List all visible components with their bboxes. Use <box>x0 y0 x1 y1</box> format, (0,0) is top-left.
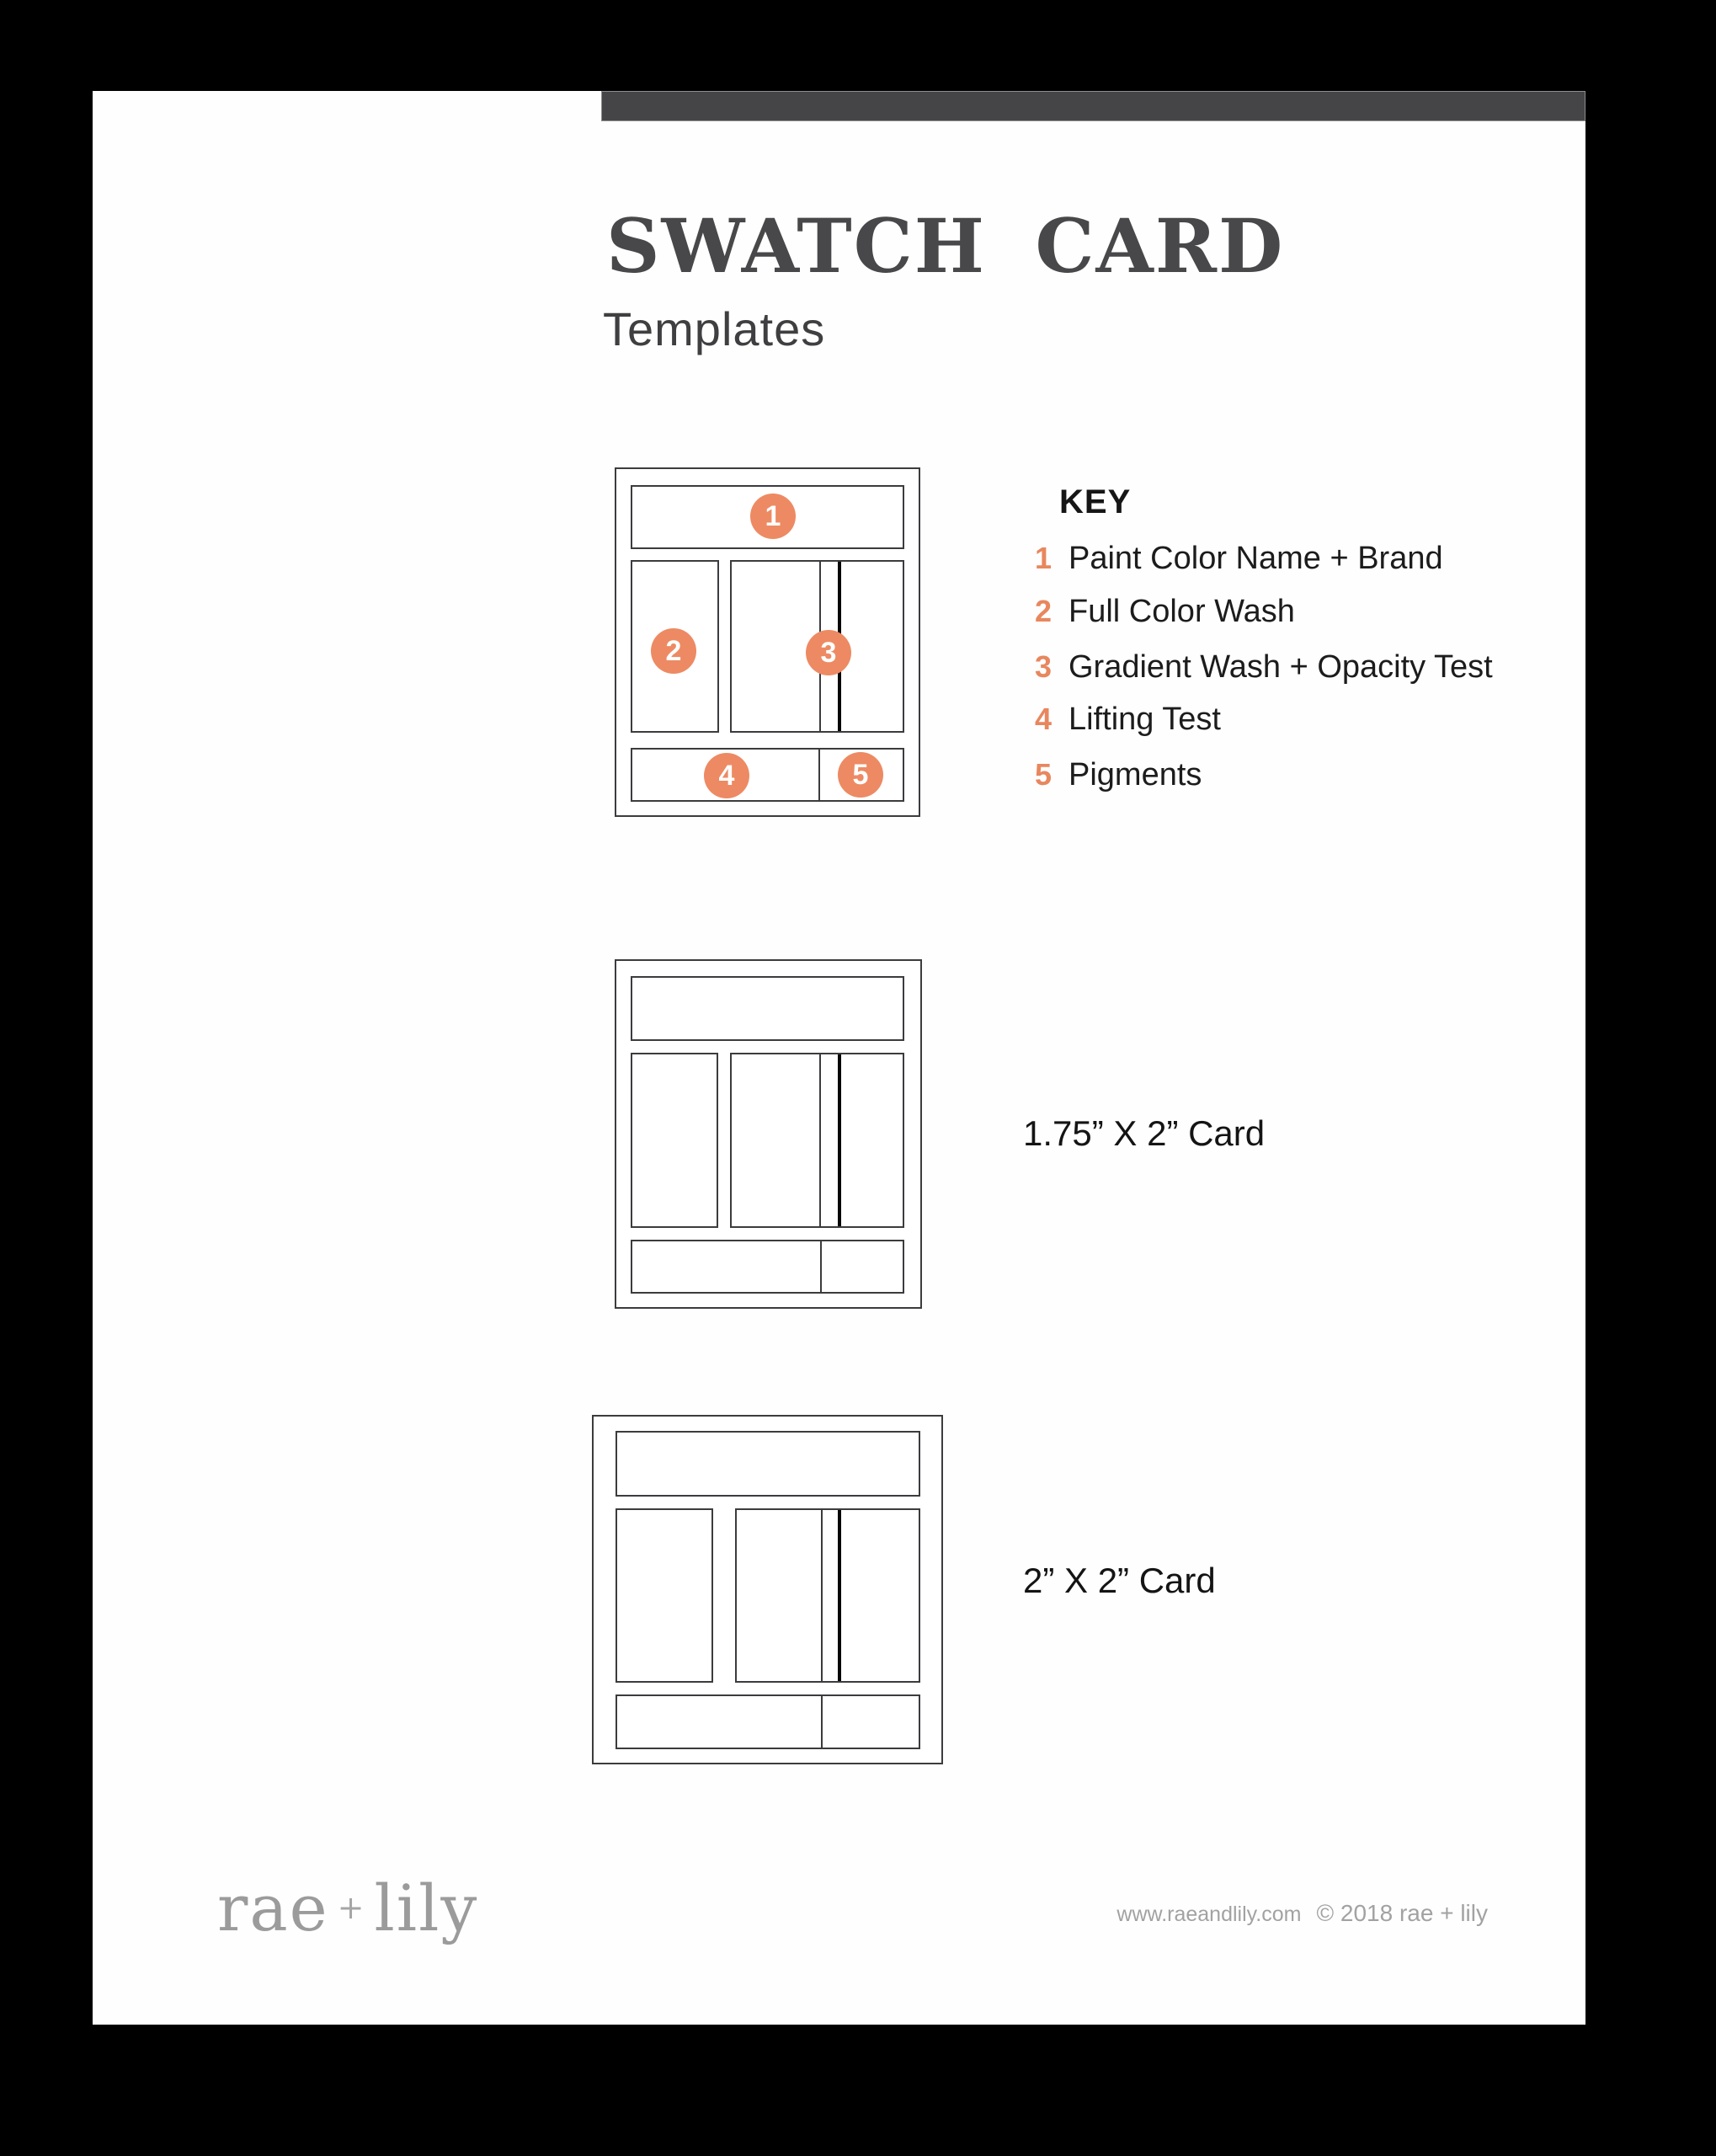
key-item-label: Pigments <box>1069 757 1202 792</box>
circle-2-badge: 2 <box>651 628 696 674</box>
template-gradient-box <box>730 1053 904 1228</box>
opacity-test-line <box>838 1054 841 1226</box>
circle-5-badge: 5 <box>838 752 883 798</box>
key-item-3 <box>1023 648 1493 686</box>
template-fullwash-box <box>616 1508 713 1683</box>
key-item-number: 3 <box>1034 649 1052 684</box>
page-title: SWATCH CARD <box>606 202 1285 290</box>
key-item-label: Full Color Wash <box>1069 594 1295 629</box>
gradient-divider-line <box>821 1510 823 1681</box>
bottom-divider-line <box>818 750 820 800</box>
template-name-box <box>616 1431 920 1497</box>
key-item-label: Lifting Test <box>1069 702 1221 737</box>
brand-logo-rae: rae <box>217 1870 329 1945</box>
template-fullwash-box <box>631 1053 718 1228</box>
key-item-4 <box>1023 700 1221 739</box>
card-size-label-2x2: 2” X 2” Card <box>1023 1561 1216 1600</box>
template-bottom-box <box>631 1240 904 1294</box>
key-item-1 <box>1023 539 1443 578</box>
brand-logo-plus: + <box>337 1889 366 1926</box>
key-item-number: 5 <box>1034 757 1052 792</box>
template-name-box <box>631 976 904 1041</box>
key-item-label: Gradient Wash + Opacity Test <box>1069 649 1493 685</box>
page-subtitle: Templates <box>603 302 826 355</box>
key-item-label: Paint Color Name + Brand <box>1069 541 1443 576</box>
bottom-divider-line <box>820 1241 822 1292</box>
template-bottom-box <box>616 1694 920 1749</box>
website-url: www.raeandlily.com <box>1116 1903 1302 1926</box>
key-item-number: 1 <box>1034 541 1052 575</box>
key-item-5 <box>1023 755 1202 794</box>
top-accent-bar <box>601 91 1585 121</box>
document-page <box>93 91 1585 2025</box>
copyright-text: © 2018 rae + lily <box>1316 1900 1488 1926</box>
circle-1-badge: 1 <box>750 494 796 539</box>
key-item-number: 4 <box>1034 702 1052 736</box>
card-size-label-1-75x2: 1.75” X 2” Card <box>1023 1113 1266 1153</box>
bottom-divider-line <box>821 1696 823 1748</box>
circle-3-badge: 3 <box>806 630 851 675</box>
key-heading: KEY <box>1059 483 1132 520</box>
gradient-divider-line <box>819 1054 821 1226</box>
footer-meta <box>1116 1900 1488 1927</box>
template-gradient-box <box>735 1508 920 1683</box>
key-item-2 <box>1023 592 1295 631</box>
brand-logo <box>217 1870 479 1945</box>
circle-4-badge: 4 <box>704 753 749 798</box>
brand-logo-lily: lily <box>374 1870 479 1945</box>
key-item-number: 2 <box>1034 594 1052 628</box>
opacity-test-line <box>838 1510 841 1681</box>
